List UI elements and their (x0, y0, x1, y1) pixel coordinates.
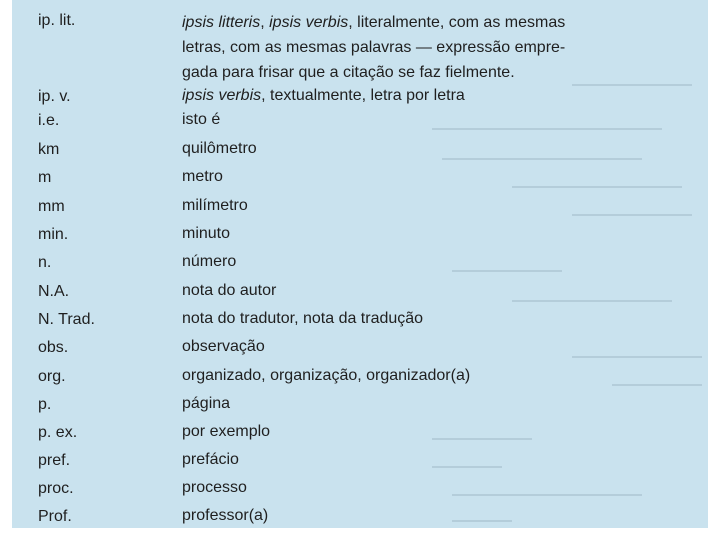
definition-text: isto é (182, 111, 221, 128)
definition-line (182, 110, 692, 130)
definition (182, 252, 692, 272)
abbreviation: ip. v. (38, 88, 71, 105)
italic-term: ipsis verbis (182, 87, 262, 104)
definition (182, 86, 692, 106)
abbreviation: p. ex. (38, 424, 78, 441)
definition-text: letras, com as mesmas palavras — expressão empre- (182, 39, 566, 56)
definition-text: minuto (182, 225, 231, 242)
abbreviation: ip. lit. (38, 12, 76, 29)
abbreviation: min. (38, 226, 69, 243)
abbreviation: i.e. (38, 112, 60, 129)
definition-line (182, 337, 692, 357)
definition-text: processo (182, 479, 247, 496)
definition-line (182, 478, 692, 498)
definition (182, 110, 692, 130)
abbreviation: proc. (38, 480, 74, 497)
definition (182, 394, 692, 414)
definition (182, 506, 692, 526)
definition-text: página (182, 395, 231, 412)
definition-text: , textualmente, letra por letra (261, 87, 465, 104)
abbreviation: org. (38, 368, 66, 385)
definition (182, 196, 692, 216)
definition (182, 422, 692, 442)
abbreviation: mm (38, 198, 65, 215)
definition-line (182, 35, 692, 60)
definition-line (182, 167, 692, 187)
definition-text: por exemplo (182, 423, 271, 440)
definition-line (182, 196, 692, 216)
definition (182, 478, 692, 498)
definition-line (182, 422, 692, 442)
abbreviation: p. (38, 396, 52, 413)
abbreviation: obs. (38, 339, 69, 356)
definition (182, 224, 692, 244)
abbreviation-table (12, 0, 708, 528)
definition (182, 281, 692, 301)
definition-line (182, 281, 692, 301)
definition-line (182, 309, 692, 329)
definition-text: número (182, 253, 237, 270)
definition-line (182, 224, 692, 244)
definition-text: metro (182, 168, 223, 185)
definition-text: quilômetro (182, 140, 257, 157)
definition (182, 167, 692, 187)
italic-term: ipsis verbis (269, 14, 349, 31)
definition-text: prefácio (182, 451, 239, 468)
definition (182, 337, 692, 357)
abbreviation: N.A. (38, 283, 70, 300)
italic-term: ipsis litteris (182, 14, 261, 31)
abbreviation: pref. (38, 452, 71, 469)
abbreviation: n. (38, 254, 52, 271)
abbreviation: Prof. (38, 508, 72, 525)
abbreviation: km (38, 141, 60, 158)
definition-line (182, 10, 692, 35)
definition-line (182, 450, 692, 470)
definition-text: , literalmente, com as mesmas (348, 14, 566, 31)
definition-line (182, 506, 692, 526)
definition-text: nota do tradutor, nota da tradução (182, 310, 424, 327)
definition-text: milímetro (182, 197, 248, 214)
definition-text: nota do autor (182, 282, 277, 299)
definition (182, 366, 692, 386)
definition (182, 309, 692, 329)
abbreviation: m (38, 169, 52, 186)
definition-line (182, 252, 692, 272)
definition-text: professor(a) (182, 507, 269, 524)
definition-text: observação (182, 338, 265, 355)
definition-line (182, 394, 692, 414)
definition-line (182, 139, 692, 159)
definition-text: , (260, 14, 270, 31)
definition-line (182, 86, 692, 106)
definition-text: gada para frisar que a citação se faz fielmente. (182, 64, 515, 81)
definition-line (182, 366, 692, 386)
definition (182, 139, 692, 159)
definition-line (182, 60, 692, 85)
abbreviation: N. Trad. (38, 311, 95, 328)
definition (182, 450, 692, 470)
definition-text: organizado, organização, organizador(a) (182, 367, 471, 384)
definition (182, 10, 692, 85)
